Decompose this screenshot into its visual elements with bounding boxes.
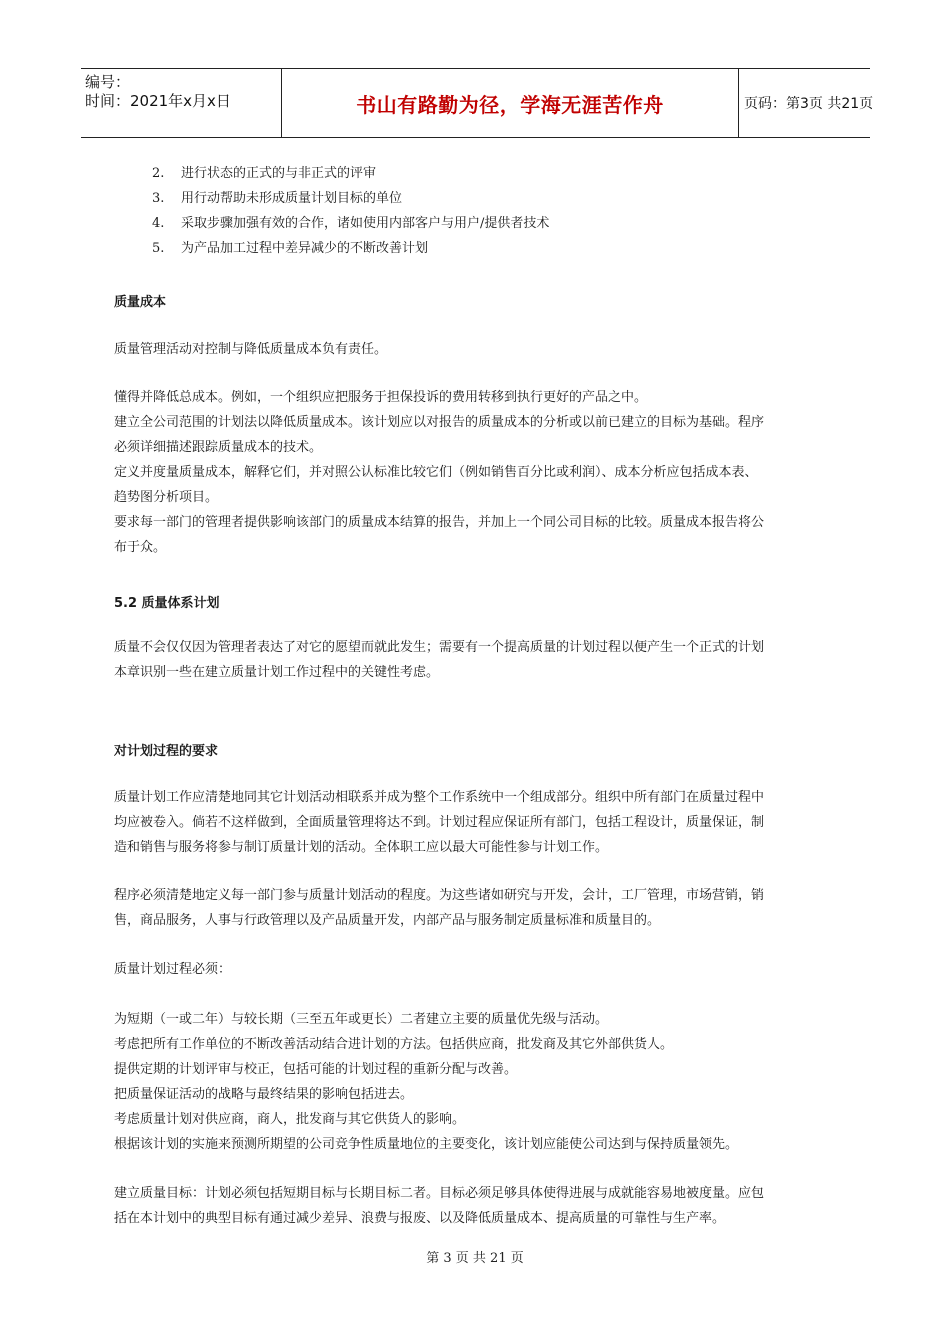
list-item: 为短期（一或二年）与较长期（三至五年或更长）二者建立主要的质量优先级与活动。: [114, 1012, 609, 1027]
header-motto: 书山有路勤为径，学海无涯苦作舟: [356, 92, 664, 117]
list-item-number: 2.: [152, 166, 165, 181]
header-info-cell: [81, 69, 281, 137]
list-item: 采取步骤加强有效的合作，诸如使用内部客户与用户/提供者技术: [181, 216, 550, 231]
list-item: 用行动帮助未形成质量计划目标的单位: [181, 191, 403, 206]
list-item: 把质量保证活动的战略与最终结果的影响包括进去。: [114, 1087, 414, 1102]
section-heading-requirements: 对计划过程的要求: [114, 744, 219, 759]
paragraph: 质量管理活动对控制与降低质量成本负有责任。: [114, 342, 388, 357]
paragraph: 质量计划过程必须：: [114, 962, 232, 977]
paragraph: 均应被卷入。倘若不这样做到，全面质量管理将达不到。计划过程应保证所有部门，包括工程设计，质量保证，制: [114, 815, 765, 830]
list-item-number: 3.: [152, 191, 165, 206]
header-page-cell: [738, 69, 874, 137]
paragraph: 要求每一部门的管理者提供影响该部门的质量成本结算的报告，并加上一个同公司目标的比较。质量成本报告将公: [114, 515, 765, 530]
paragraph: 建立质量目标：计划必须包括短期目标与长期目标二者。目标必须足够具体使得进展与成就能容易地被度量。应包: [114, 1186, 765, 1201]
paragraph: 造和销售与服务将参与制订质量计划的活动。全体职工应以最大可能性参与计划工作。: [114, 840, 609, 855]
list-item: 进行状态的正式的与非正式的评审: [181, 166, 377, 181]
page-footer: 第 3 页 共 21 页: [426, 1251, 524, 1266]
list-item: 考虑把所有工作单位的不断改善活动结合进计划的方法。包括供应商，批发商及其它外部供货人。: [114, 1037, 674, 1052]
paragraph: 懂得并降低总成本。例如，一个组织应把服务于担保投诉的费用转移到执行更好的产品之中。: [114, 390, 648, 405]
header-motto-cell: [281, 69, 739, 137]
list-item: 提供定期的计划评审与校正，包括可能的计划过程的重新分配与改善。: [114, 1062, 518, 1077]
section-heading-quality-cost: 质量成本: [114, 295, 167, 310]
paragraph: 建立全公司范围的计划法以降低质量成本。该计划应以对报告的质量成本的分析或以前已建立的目标为基础。程序: [114, 415, 765, 430]
document-date-label: 时间：2021年x月x日: [85, 92, 231, 110]
header-page-code: 页码：第3页 共21页: [744, 96, 874, 112]
paragraph: 趋势图分析项目。: [114, 490, 219, 505]
paragraph: 程序必须清楚地定义每一部门参与质量计划活动的程度。为这些诸如研究与开发，会计，工厂管理，市场营销，销: [114, 888, 765, 903]
list-item: 为产品加工过程中差异减少的不断改善计划: [181, 241, 429, 256]
section-heading-5-2: 5.2 质量体系计划: [114, 596, 220, 611]
list-item: 考虑质量计划对供应商，商人，批发商与其它供货人的影响。: [114, 1112, 466, 1127]
paragraph: 必须详细描述跟踪质量成本的技术。: [114, 440, 323, 455]
paragraph: 布于众。: [114, 540, 167, 555]
list-item: 根据该计划的实施来预测所期望的公司竞争性质量地位的主要变化，该计划应能使公司达到与保持质量领先。: [114, 1137, 739, 1152]
list-item-number: 5.: [152, 241, 165, 256]
list-item-number: 4.: [152, 216, 165, 231]
paragraph: 括在本计划中的典型目标有通过减少差异、浪费与报废、以及降低质量成本、提高质量的可靠性与生产率。: [114, 1211, 726, 1226]
document-number-label: 编号：: [85, 73, 131, 91]
paragraph: 售，商品服务，人事与行政管理以及产品质量开发，内部产品与服务制定质量标准和质量目的。: [114, 913, 661, 928]
page-header: [81, 68, 874, 138]
paragraph: 质量计划工作应清楚地同其它计划活动相联系并成为整个工作系统中一个组成部分。组织中所有部门在质量过程中: [114, 790, 765, 805]
paragraph: 本章识别一些在建立质量计划工作过程中的关键性考虑。: [114, 665, 440, 680]
paragraph: 质量不会仅仅因为管理者表达了对它的愿望而就此发生；需要有一个提高质量的计划过程以便产生一个正式的计划: [114, 640, 765, 655]
paragraph: 定义并度量质量成本，解释它们，并对照公认标准比较它们（例如销售百分比或利润）、成本分析应包括成本表、: [114, 465, 758, 480]
